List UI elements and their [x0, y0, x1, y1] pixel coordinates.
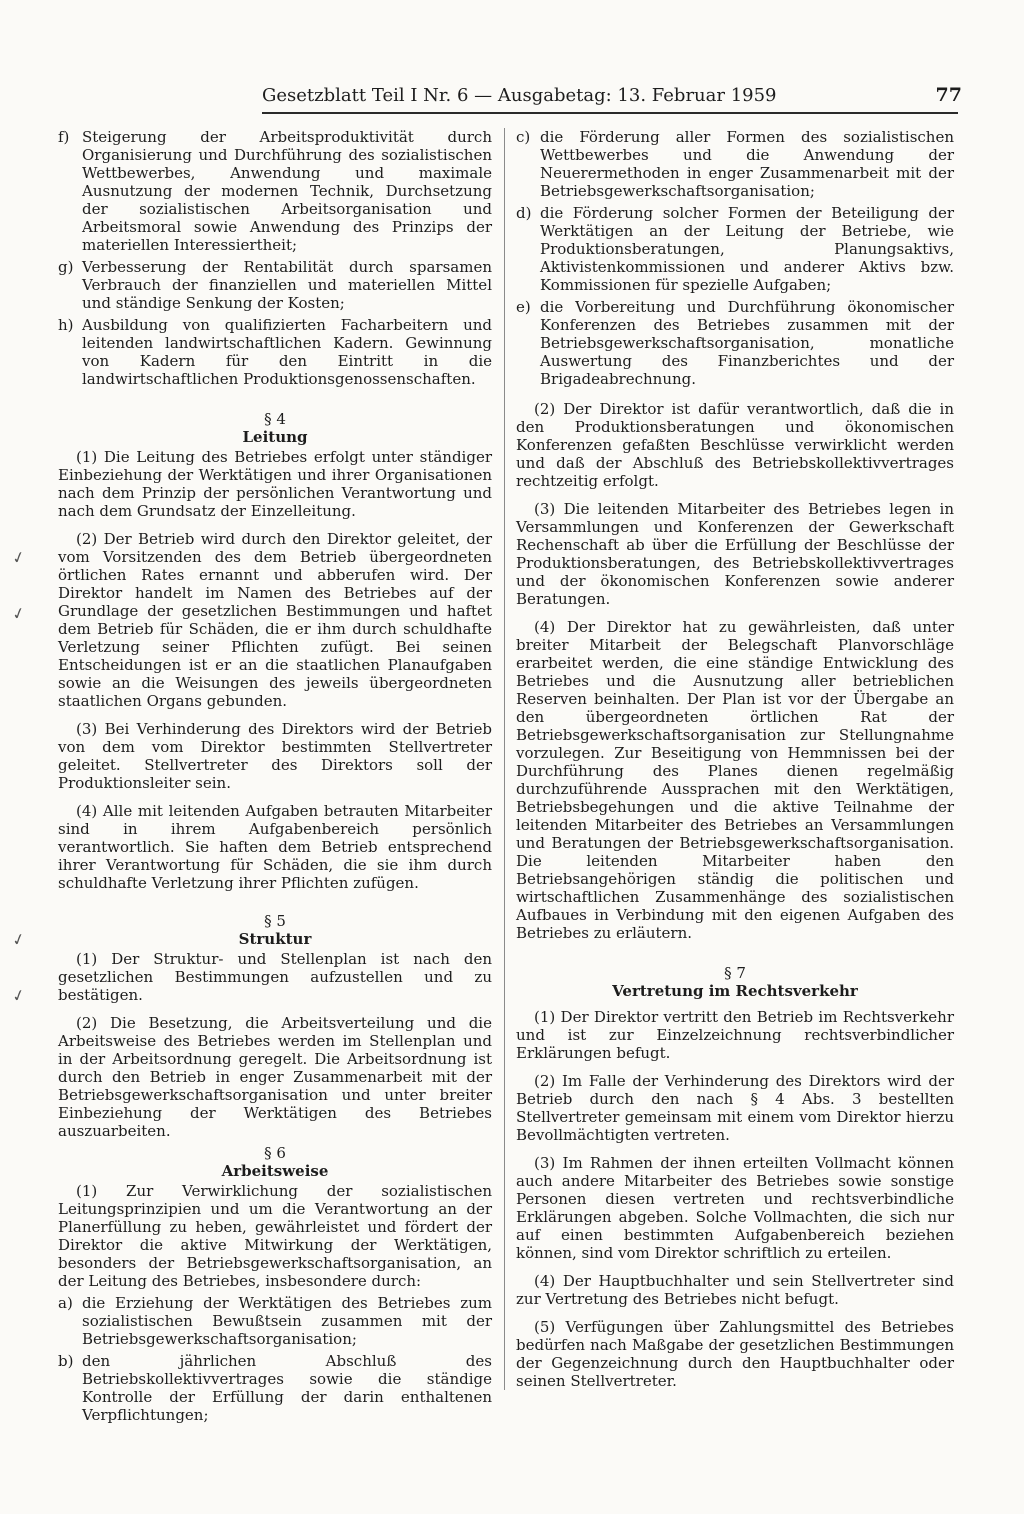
paragraph: (4) Alle mit leitenden Aufgaben betrauten Mitarbeiter sind in ihrem Aufgabenbereich persönlich verantwortlich. Sie haften dem Betrieb entsprechend ihrer Verantwortung für Schäden, die sie ihm durch schuldhafte Verletzung ihrer Pflichten zufügen.	[58, 802, 492, 892]
list-item	[516, 128, 954, 200]
item-text: Verbesserung der Rentabilität durch sparsamen Verbrauch der finanziellen und materiellen Mittel und ständige Senkung der Kosten;	[82, 258, 492, 312]
paragraph: (2) Im Falle der Verhinderung des Direktors wird der Betrieb durch den nach § 4 Abs. 3 bestellten Stellvertreter gemeinsam mit einem vom Direktor hierzu Bevollmächtigten vertreten.	[516, 1072, 954, 1144]
paragraph: (4) Der Hauptbuchhalter und sein Stellvertreter sind zur Vertretung des Betriebes nicht befugt.	[516, 1272, 954, 1308]
margin-check-mark: ✓	[9, 928, 28, 951]
paragraph: (1) Der Direktor vertritt den Betrieb im Rechtsverkehr und ist zur Einzelzeichnung rechtsverbindlicher Erklärungen befugt.	[516, 1008, 954, 1062]
section-number: § 5	[264, 912, 286, 930]
list-item	[58, 1294, 492, 1348]
section-title: Arbeitsweise	[221, 1162, 329, 1180]
margin-check-mark: ✓	[9, 602, 28, 625]
item-text: die Erziehung der Werktätigen des Betriebes zum sozialistischen Bewußtsein zusammen mit der Betriebsgewerkschaftsorganisation;	[82, 1294, 492, 1348]
right-column	[516, 128, 954, 1400]
paragraph: (4) Der Direktor hat zu gewährleisten, daß unter breiter Mitarbeit der Belegschaft Planvorschläge erarbeitet werden, die eine ständige Entwicklung des Betriebes und die Ausnutzung aller betrieblichen Reserven beinhalten. Der Plan ist vor der Übergabe an den übergeordneten örtlichen Rat der Betriebsgewerkschaftsorganisation zur Stellungnahme vorzulegen. Zur Beseitigung von Hemmnissen bei der Durchführung des Planes dienen regelmäßig durchzuführende Aussprachen mit den Werktätigen, Betriebsbegehungen und die aktive Teilnahme der leitenden Mitarbeiter des Betriebes an Versammlungen und Beratungen der Betriebsgewerkschaftsorganisation. Die leitenden Mitarbeiter haben den Betriebsangehörigen ständig die politischen und wirtschaftlichen Zusammenhänge des sozialistischen Aufbaues in Verbindung mit den eigenen Aufgaben des Betriebes zu erläutern.	[516, 618, 954, 942]
paragraph: (5) Verfügungen über Zahlungsmittel des Betriebes bedürfen nach Maßgabe der gesetzlichen Bestimmungen der Gegenzeichnung durch den Hauptbuchhalter oder seinen Stellvertreter.	[516, 1318, 954, 1390]
margin-check-mark: ✓	[9, 546, 28, 569]
item-label: g)	[58, 258, 74, 276]
item-text: die Vorbereitung und Durchführung ökonomischer Konferenzen des Betriebes zusammen mit der Betriebsgewerkschaftsorganisation, monatliche Auswertung des Finanzberichtes und der Brigadeabrechnung.	[540, 298, 954, 388]
section-number: § 7	[724, 964, 746, 982]
section-title: Vertretung im Rechtsverkehr	[612, 982, 858, 1000]
paragraph: (1) Der Struktur- und Stellenplan ist nach den gesetzlichen Bestimmungen aufzustellen und zu bestätigen.	[58, 950, 492, 1004]
margin-check-mark: ✓	[9, 984, 28, 1007]
item-label: a)	[58, 1294, 73, 1312]
section-number: § 6	[264, 1144, 286, 1162]
list-item	[516, 204, 954, 294]
page-header	[262, 84, 962, 114]
list-item	[516, 298, 954, 388]
item-label: c)	[516, 128, 531, 146]
item-label: h)	[58, 316, 74, 334]
left-column	[58, 128, 492, 1428]
section-title: Struktur	[238, 930, 312, 948]
item-label: d)	[516, 204, 532, 222]
paragraph: (2) Die Besetzung, die Arbeitsverteilung und die Arbeitsweise des Betriebes werden im Stellenplan und in der Arbeitsordnung geregelt. Die Arbeitsordnung ist durch den Betrieb in enger Zusammenarbeit mit der Betriebsgewerkschaftsorganisation und unter breiter Einbeziehung der Werktätigen des Betriebes auszuarbeiten.	[58, 1014, 492, 1140]
list-item	[58, 316, 492, 388]
paragraph: (3) Im Rahmen der ihnen erteilten Vollmacht können auch andere Mitarbeiter des Betriebes sowie sonstige Personen diesen vertreten und rechtsverbindliche Erklärungen abgeben. Solche Vollmachten, die sich nur auf einen bestimmten Aufgabenbereich beziehen können, sind vom Direktor schriftlich zu erteilen.	[516, 1154, 954, 1262]
item-text: den jährlichen Abschluß des Betriebskollektivvertrages sowie die ständige Kontrolle der Erfüllung der darin enthaltenen Verpflichtungen;	[82, 1352, 492, 1424]
paragraph: (3) Bei Verhinderung des Direktors wird der Betrieb von dem vom Direktor bestimmten Stellvertreter geleitet. Stellvertreter des Direktors soll der Produktionsleiter sein.	[58, 720, 492, 792]
item-text: Steigerung der Arbeitsproduktivität durch Organisierung und Durchführung des sozialistischen Wettbewerbes, Anwendung und maximale Ausnutzung der modernen Technik, Durchsetzung der sozialistischen Arbeitsorganisation und Arbeitsmoral sowie Anwendung des Prinzips der materiellen Interessiertheit;	[82, 128, 492, 254]
column-divider	[504, 128, 505, 1390]
paragraph: (2) Der Direktor ist dafür verantwortlich, daß die in den Produktionsberatungen und ökonomischen Konferenzen gefaßten Beschlüsse verwirklicht werden und daß der Abschluß des Betriebskollektivvertrages rechtzeitig erfolgt.	[516, 400, 954, 490]
page-number: 77	[935, 84, 962, 106]
section-number: § 4	[264, 410, 286, 428]
paragraph: (3) Die leitenden Mitarbeiter des Betriebes legen in Versammlungen und Konferenzen der Gewerkschaft Rechenschaft ab über die Erfüllung der Beschlüsse der Produktionsberatungen, des Betriebskollektivvertrages und der ökonomischen Konferenzen sowie anderer Beratungen.	[516, 500, 954, 608]
paragraph: (1) Die Leitung des Betriebes erfolgt unter ständiger Einbeziehung der Werktätigen und ihrer Organisationen nach dem Prinzip der persönlichen Verantwortung und nach dem Grundsatz der Einzelleitung.	[58, 448, 492, 520]
item-text: die Förderung solcher Formen der Beteiligung der Werktätigen an der Leitung der Betriebe, wie Produktionsberatungen, Planungsaktivs, Aktivistenkommissionen und anderer Aktivs bzw. Kommissionen für spezielle Aufgaben;	[540, 204, 954, 294]
header-rule	[262, 112, 958, 114]
header-title: Gesetzblatt Teil I Nr. 6 — Ausgabetag: 13. Februar 1959	[262, 85, 777, 106]
list-item	[58, 258, 492, 312]
list-item	[58, 128, 492, 254]
item-text: Ausbildung von qualifizierten Facharbeitern und leitenden landwirtschaftlichen Kadern. Gewinnung von Kadern für den Eintritt in die landwirtschaftlichen Produktionsgenossenschaften.	[82, 316, 492, 388]
paragraph: (1) Zur Verwirklichung der sozialistischen Leitungsprinzipien und um die Verantwortung an der Planerfüllung zu heben, gewährleistet und fördert der Direktor die aktive Mitwirkung der Werktätigen, besonders der Betriebsgewerkschaftsorganisation, an der Leitung des Betriebes, insbesondere durch:	[58, 1182, 492, 1290]
item-label: e)	[516, 298, 531, 316]
section-title: Leitung	[242, 428, 308, 446]
item-text: die Förderung aller Formen des sozialistischen Wettbewerbes und die Anwendung der Neuerermethoden in enger Zusammenarbeit mit der Betriebsgewerkschaftsorganisation;	[540, 128, 954, 200]
list-item	[58, 1352, 492, 1424]
paragraph: (2) Der Betrieb wird durch den Direktor geleitet, der vom Vorsitzenden des dem Betrieb übergeordneten örtlichen Rates ernannt und abberufen wird. Der Direktor handelt im Namen des Betriebes auf der Grundlage der gesetzlichen Bestimmungen und haftet dem Betrieb für Schäden, die er ihm durch schuldhafte Verletzung seiner Pflichten zufügt. Bei seinen Entscheidungen ist er an die staatlichen Planaufgaben sowie an die Weisungen des jeweils übergeordneten staatlichen Organs gebunden.	[58, 530, 492, 710]
item-label: f)	[58, 128, 70, 146]
item-label: b)	[58, 1352, 74, 1370]
